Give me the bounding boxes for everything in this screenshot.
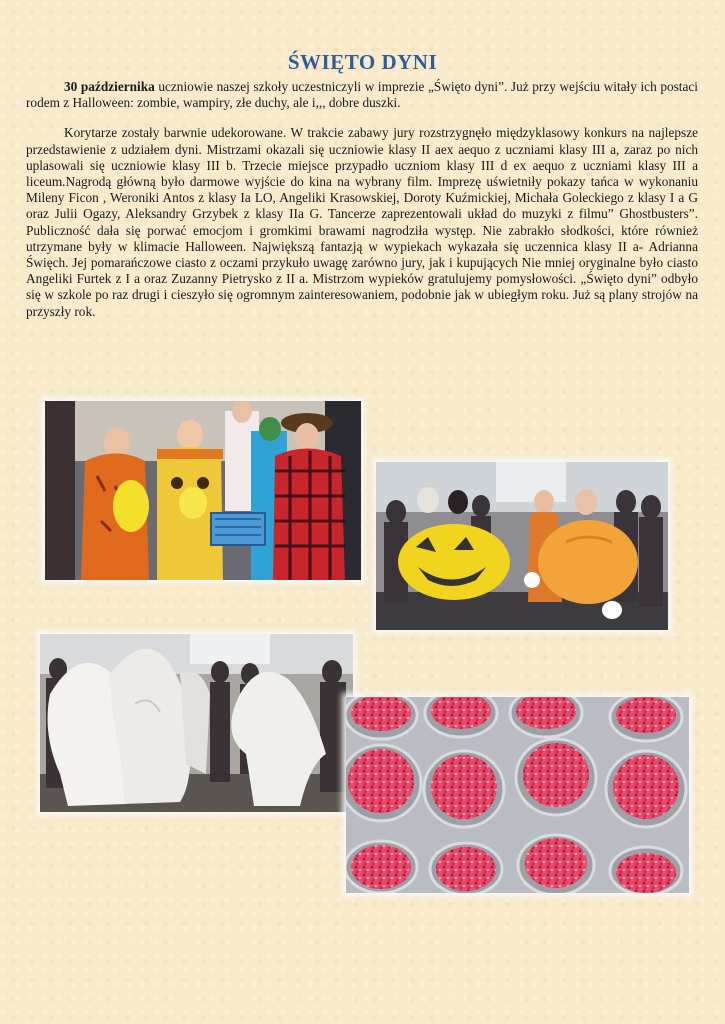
event-date: 30 października bbox=[64, 79, 155, 94]
article-body bbox=[26, 79, 698, 334]
paragraph-intro bbox=[26, 79, 698, 111]
paragraph-intro-text: uczniowie naszej szkoły uczestniczyli w imprezie „Święto dyni”. Już przy wejściu witały ich postaci rodem z Halloween: zombie, wampiry, złe duchy, ale i,,, dobre duszki. bbox=[26, 79, 698, 111]
photo-ghost-costumes bbox=[40, 634, 353, 812]
page-title: ŚWIĘTO DYNI bbox=[287, 50, 438, 75]
paragraph-main: Korytarze zostały barwnie udekorowane. W trakcie zabawy jury rozstrzygnęło międzyklasowy konkurs na najlepsze przedstawienie z udziałem dyni. Mistrzami okazali się uczniowie klasy II aex aequo z uczniami klasy III a, zaraz po nich uplasowali się uczniowie klasy III b. Trzecie miejsce przypadło uczniom klasy III d ex aequo z uczniami klasy III a liceum.Nagrodą główną było darmowe wyjście do kina na wybrany film. Imprezę uświetniły pokazy tańca w wykonaniu Mileny Ficon , Weroniki Antos z klasy Ia LO, Angeliki Krasowskiej, Doroty Kuźmickiej, Michała Goleckiego z klasy I a G oraz Julii Ogazy, Aleksandry Grzybek z klasy IIa G. Tancerze zaprezentowali układ do muzyki z filmu” Ghostbusters”. Publiczność dała się porwać emocjom i gromkimi brawami nagrodziła występ. Nie zabrakło słodkości, które również utrzymane były w klimacie Halloween. Największą fantazją w wypiekach wykazała się uczennica klasy II a- Adrianna Święch. Jej pomarańczowe ciasto z oczami przykuło uwagę zarówno jury, jak i kupujących Nie mniej oryginalne było ciasto Angeliki Furtek z I a oraz Zuzanny Pietrysko z II a. Mistrzom wypieków gratulujemy pomysłowości. „Święto dyni” odbyło się w szkole po raz drugi i cieszyło się ogromnym zainteresowaniem, podobnie jak w ubiegłym roku. Już są plany strojów na przyszły rok. bbox=[26, 125, 698, 319]
photo-pumpkin-costumes bbox=[45, 401, 361, 580]
photo-pumpkin-dancers bbox=[376, 462, 668, 630]
photo-cupcakes bbox=[346, 697, 689, 893]
